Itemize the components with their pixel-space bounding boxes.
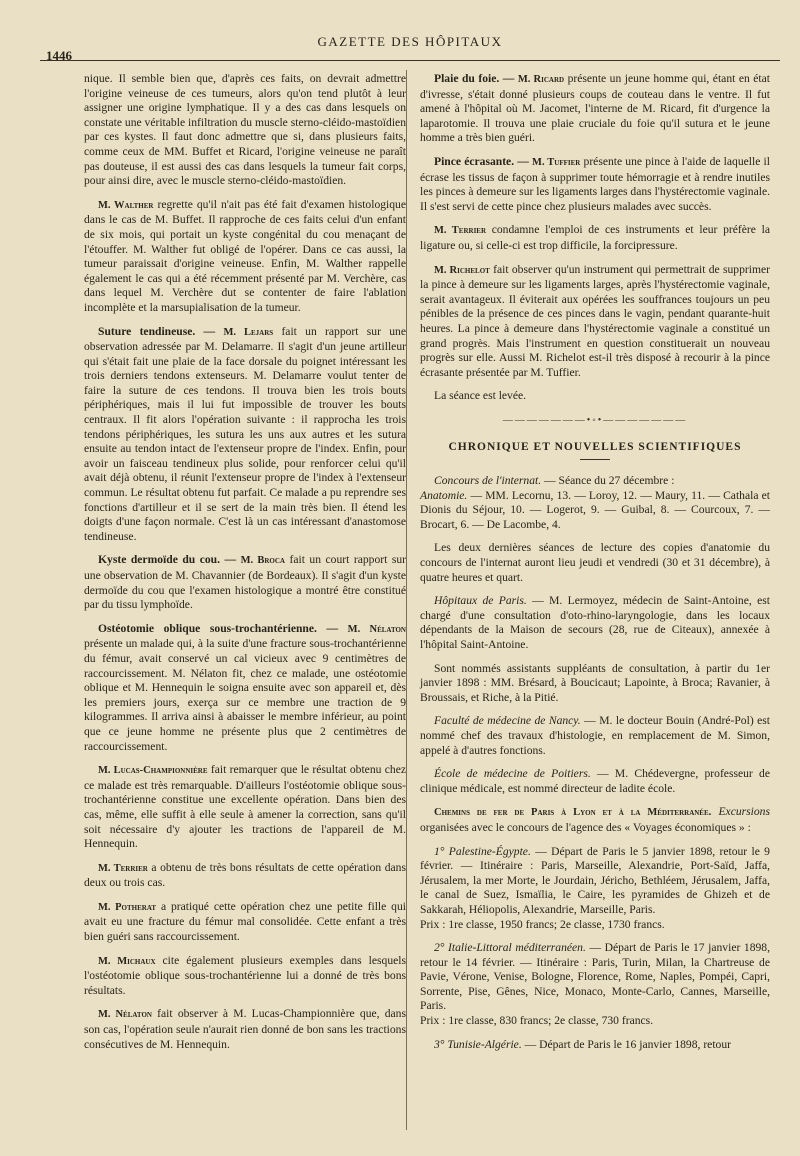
section bbox=[420, 72, 770, 146]
speaker-name: M. Nélaton bbox=[347, 623, 406, 635]
news-title: Chemins de fer de Paris à Lyon et à la Méditerranée. bbox=[434, 807, 712, 819]
paragraph bbox=[420, 263, 770, 381]
speaker-name: M. Michaux bbox=[98, 955, 156, 967]
speaker-name: M. Potherat bbox=[98, 901, 157, 913]
paragraph bbox=[84, 861, 406, 891]
section-title: Kyste dermoïde du cou. — bbox=[98, 553, 237, 567]
news-item bbox=[420, 714, 770, 758]
news-item bbox=[420, 1038, 770, 1053]
left-column bbox=[84, 72, 406, 1061]
news-item: Les deux dernières séances de lecture des copies d'anatomie du concours de l'internat auront lieu jeudi et vendredi (30 et 31 décembre), à quatre heures et quart. bbox=[420, 541, 770, 584]
paragraph bbox=[84, 954, 406, 999]
chronicle-title: CHRONIQUE ET NOUVELLES SCIENTIFIQUES bbox=[448, 441, 742, 454]
news-text: — Séance du 27 décembre : bbox=[544, 474, 675, 488]
speaker-name: M. Lucas-Championnière bbox=[98, 765, 208, 777]
chronicle-rule bbox=[580, 459, 610, 460]
closing-line: La séance est levée. bbox=[434, 389, 527, 403]
section-text: fait un rapport sur une observation adressée par M. Delamarre. Il s'agit d'un jeune artilleur qui s'était fait une plaie de la face dorsale du poignet intéressant les trois derniers tendons extenseurs. M. Delamarre voulut tenter de faire la suture de ces tendons. Il trouva bien les trois bouts périphériques, mais il lui fut impossible de trouver les bouts centraux. Il fit alors l'opération suivante : il rapprocha les trois tendons périphériques, les sutura les uns aux autres et les sutura ensuite au tendon intact de l'extenseur propre de l'index. Enfin, pour avoir un faisceau tendineux plus solide, pour renforcer celui qu'il avait déjà obtenu, il réunit l'extenseur propre de l'index à l'extenseur commun. Le résultat obtenu fut parfait. Ce malade a pu reprendre ses fonctions d'artilleur et il se sert de la main très bien. Il étend les doigts d'une façon normale. C'est là un cas intéressant d'anastomose tendineuse. bbox=[84, 324, 406, 543]
news-title: École de médecine de Poitiers. bbox=[434, 767, 591, 781]
section-title: Ostéotomie oblique sous-trochantérienne. — bbox=[98, 621, 339, 635]
speaker-name: M. Richelot bbox=[434, 264, 490, 276]
section bbox=[84, 622, 406, 754]
paragraph bbox=[84, 198, 406, 316]
news-label: 1° Palestine-Égypte. bbox=[434, 844, 531, 858]
section bbox=[84, 325, 406, 545]
section-title: Pince écrasante. — bbox=[434, 154, 529, 168]
section-text: fait un court rapport sur une observation de M. Chavannier (de Bordeaux). Il s'agit d'un kyste dermoïde du cou que l'examen histologique a montré être constitué par du tissu lymphoïde. bbox=[84, 553, 406, 612]
section-text: présente un malade qui, à la suite d'une fracture sous-trochantérienne du fémur, avait conservé un cal vicieux avec 9 centimètres de raccourcissement. M. Nélaton fit, chez ce malade, une ostéotomie oblique et M. Hennequin le soigna ensuite avec son appareil et, dès les premiers jours, exerça sur ce membre une traction de 9 kilogrammes. Il arriva ainsi à abaisser le membre inférieur, au point que ce jeune homme ne présente plus que 2 centimètres de raccourcissement. bbox=[84, 637, 406, 753]
news-text: organisées avec le concours de l'agence des « Voyages économiques » : bbox=[420, 820, 751, 834]
speaker-name: M. Walther bbox=[98, 199, 154, 211]
section-title: Plaie du foie. — bbox=[434, 72, 515, 85]
speaker-name: M. Terrier bbox=[98, 862, 148, 874]
right-column bbox=[420, 72, 770, 1061]
paragraph-text: fait remarquer que le résultat obtenu chez ce malade est très remarquable. D'ailleurs l'ostéotomie oblique sous-trochantérienne constitue une excellente opération. Dans bien des cas, même, elle suffit à elle seule à amener la correction, sans qu'il soit nécessaire d'y ajouter les tractions de l'appareil de M. Hennequin. bbox=[84, 763, 406, 851]
news-item bbox=[420, 805, 770, 835]
news-text: — M. le docteur Bouin (André-Pol) est nommé chef des travaux d'histologie, en remplacement de M. Simon, appelé à d'autres fonctions. bbox=[420, 714, 770, 757]
page-number: 1446 bbox=[46, 48, 72, 63]
news-price: Prix : 1re classe, 1950 francs; 2e classe, 1730 francs. bbox=[420, 917, 665, 931]
speaker-name: M. Terrier bbox=[434, 225, 487, 237]
news-label: 2° Italie-Littoral méditerranéen. bbox=[434, 941, 586, 955]
section-text: présente une pince à l'aide de laquelle il écrase les tissus de façon à supprimer toute hémorragie et à rendre inutiles les pinces à demeure sur les ligaments larges dans l'hystérectomie vaginale. Il s'est servi de cette pince chez plusieurs malades avec succès. bbox=[420, 154, 770, 213]
header-rule bbox=[40, 60, 780, 61]
news-text: — MM. Lecornu, 13. — Loroy, 12. — Maury, 11. — Cathala et Dionis du Séjour, 10. — Logerot, 9. — Guibal, 8. — Courcoux, 7. — Brocart, 6. — De Lacombe, 4. bbox=[420, 488, 770, 531]
paragraph: nique. Il semble bien que, d'après ces faits, on devrait admettre l'origine veineuse de ces tumeurs, alors qu'on tend plutôt à leur assigner une origine lymphatique. Il y a des cas dans lesquels on constate une véritable infiltration du muscle sterno-cléido-mastoïdien par ces kystes. Il faut donc admettre que si, dans plusieurs faits, comme ceux de MM. Buffet et Ricard, l'origine veineuse ne paraît pas douteuse, il est aussi des cas dans lesquels la tumeur fait corps, pour ainsi dire, avec le muscle sterno-cléido-mastoïdien. bbox=[84, 72, 406, 188]
paragraph-text: condamne l'emploi de ces instruments et leur préfère la ligature ou, si celle-ci est trop difficile, la forcipressure. bbox=[420, 223, 770, 252]
paragraph-text: a pratiqué cette opération chez une petite fille qui avait eu une fracture du fémur mal consolidée. Cette enfant a très bien guéri sans raccourcissement. bbox=[84, 899, 406, 944]
ornament-separator: ———————•◦•——————— bbox=[502, 414, 688, 426]
news-item bbox=[420, 845, 770, 933]
paragraph bbox=[84, 900, 406, 945]
paragraph bbox=[420, 223, 770, 253]
paragraph bbox=[84, 1007, 406, 1052]
paragraph-text: cite également plusieurs exemples dans lesquels l'ostéotomie oblique sous-trochantérienne lui a donné de très bons résultats. bbox=[84, 953, 407, 997]
paragraph-text: fait observer à M. Lucas-Championnière que, dans son cas, l'opération seule n'aurait rien donné de bon sans les tractions consécutives de M. Hennequin. bbox=[84, 1007, 406, 1051]
paragraph-text: a obtenu de très bons résultats de cette opération dans deux ou trois cas. bbox=[84, 860, 406, 890]
news-item bbox=[420, 767, 770, 796]
news-text: — M. Chédevergne, professeur de clinique médicale, est nommé directeur de ladite école. bbox=[420, 767, 770, 795]
news-item: Sont nommés assistants suppléants de consultation, à partir du 1er janvier 1898 : MM. Brésard, à Boucicaut; Lapointe, à Broca; Ravanier, à Broussais, et Riche, à la Pitié. bbox=[420, 661, 770, 704]
news-title: Concours de l'internat. bbox=[434, 474, 542, 488]
news-item bbox=[420, 941, 770, 1029]
news-title: Faculté de médecine de Nancy. bbox=[434, 714, 581, 728]
speaker-name: M. Lejars bbox=[223, 326, 274, 338]
news-text: — Départ de Paris le 16 janvier 1898, retour bbox=[524, 1037, 731, 1051]
news-label: Excursions bbox=[718, 805, 770, 819]
news-label: 3° Tunisie-Algérie. bbox=[434, 1037, 522, 1051]
news-text: — Départ de Paris le 5 janvier 1898, retour le 9 février. — Itinéraire : Paris, Marseille, Alexandrie, Port-Saïd, Jaffa, Jérusalem, la mer Morte, le Jourdain, Jéricho, Bethléem, Jérusalem, Jaffa, le canal de Suez, Ismaïlia, le Caire, les pyramides de Ghizeh et de Sakkarah, Héliopolis, Alexandrie, Marseille, Paris. bbox=[420, 844, 770, 916]
journal-title: GAZETTE DES HÔPITAUX bbox=[317, 34, 503, 49]
news-text: — Départ de Paris le 17 janvier 1898, retour le 14 février. — Itinéraire : Paris, Turin, Milan, la Chartreuse de Pavie, Vérone, Venise, Bologne, Florence, Rome, Naples, Pompéi, Capri, Sorrente, Pise, Gênes, Nice, Monaco, Monte-Carlo, Cannes, Marseille, Paris. bbox=[420, 941, 770, 1013]
speaker-name: M. Tuffier bbox=[532, 156, 581, 168]
paragraph bbox=[84, 763, 406, 852]
news-text: — M. Lermoyez, médecin de Saint-Antoine, est chargé d'une consultation d'oto-rhino-laryngologie, dans les locaux dépendants de la Maison de secours (28, rue de Citeaux), annexée à l'hôpital Saint-Antoine. bbox=[420, 594, 770, 651]
speaker-name: M. Broca bbox=[240, 555, 285, 567]
paragraph-text: fait observer qu'un instrument qui permettrait de supprimer la pince à demeure sur les ligaments larges, après l'hystérectomie vaginale, serait avantageux. Il éviterait aux opérées les souffrances toujours un peu pénibles de la présence de ces pinces dans le vagin, pendant quarante-huit heures. La pince à demeure dans l'hystérectomie vaginale a constitué un grand progrès. Mais l'instrument en question constituerait un nouveau progrès sur elle. Aussi M. Richelot est-il très disposé à recourir à la pince écrasante présentée par M. Tuffier. bbox=[420, 262, 770, 379]
page-header bbox=[40, 28, 780, 62]
news-item bbox=[420, 594, 770, 652]
section-text: présente un jeune homme qui, étant en état d'ivresse, s'était donné plusieurs coups de couteau dans le ventre. Il fut amené à l'hôpital où M. Jacomet, l'interne de M. Ricard, fit d'urgence la laparotomie. Il trouva une plaie cruciale du foie qu'il sutura et le jeune homme a très bien guéri. bbox=[420, 72, 770, 145]
news-price: Prix : 1re classe, 830 francs; 2e classe, 730 francs. bbox=[420, 1014, 654, 1028]
section-title: Suture tendineuse. — bbox=[98, 324, 216, 338]
news-label: Anatomie. bbox=[420, 488, 468, 502]
speaker-name: M. Nélaton bbox=[98, 1009, 152, 1021]
column-divider bbox=[406, 70, 407, 1130]
news-item bbox=[420, 474, 770, 532]
section bbox=[84, 553, 406, 612]
section bbox=[420, 155, 770, 214]
paragraph-text: regrette qu'il n'ait pas été fait d'examen histologique dans le cas de M. Buffet. Il rapproche de ces faits celui d'un enfant de six mois, qui portait un kyste congénital du cou menaçant de l'étouffer. M. Walther fut obligé de l'opérer. Dans ce cas aussi, la tumeur paraissait d'origine veineuse. Enfin, M. Walther rappelle également le cas qui a été récemment présenté par M. Verchère, cas dans lequel M. Verchère dut se contenter de faire l'ablation incomplète et la marsupialisation de la tumeur. bbox=[84, 197, 407, 314]
speaker-name: M. Ricard bbox=[517, 74, 565, 85]
news-title: Hôpitaux de Paris. bbox=[434, 594, 527, 608]
chronicle-heading bbox=[420, 440, 770, 460]
